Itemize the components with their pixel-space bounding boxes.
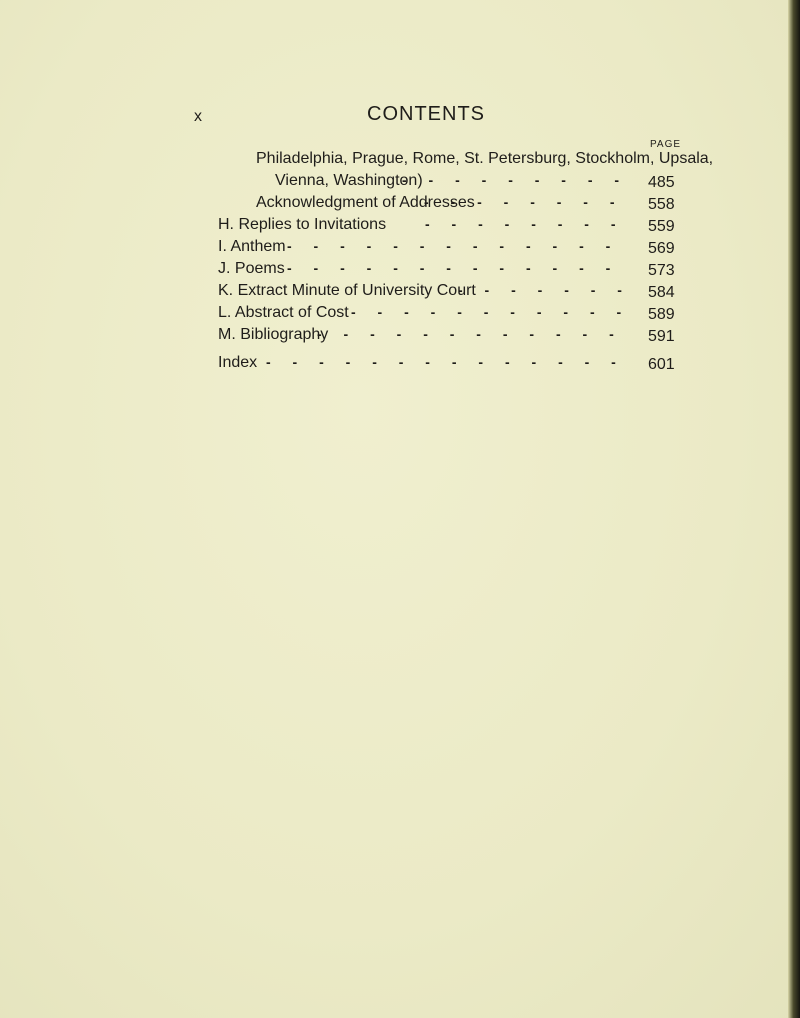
- dot-leader: - - - - - - - -: [424, 194, 624, 210]
- toc-entry: [275, 172, 635, 192]
- toc-entry: [218, 282, 638, 302]
- toc-entry-label: Philadelphia, Prague, Rome, St. Petersburg, Stockholm, Upsala,: [256, 150, 714, 167]
- page-column-label: PAGE: [650, 139, 682, 150]
- toc-entry-label: Vienna, Washington): [275, 172, 423, 189]
- toc-entry-label: Index: [218, 354, 258, 371]
- page-title: CONTENTS: [367, 103, 485, 125]
- toc-entry-page: 559: [648, 218, 675, 235]
- toc-entry-label: H. Replies to Invitations: [218, 216, 387, 233]
- toc-entry: [218, 216, 638, 236]
- dot-leader: - - - - - - - -: [425, 216, 625, 232]
- toc-entry-page: 558: [648, 196, 675, 213]
- dot-leader: - - - - - - - - - - -: [351, 304, 631, 320]
- toc-entry-page: 601: [648, 356, 675, 373]
- toc-entry: [256, 194, 636, 214]
- toc-entry: [218, 238, 638, 258]
- toc-entry-page: 584: [648, 284, 675, 301]
- toc-entry-label: Acknowledgment of Addresses: [256, 194, 475, 211]
- toc-entry-label: J. Poems: [218, 260, 285, 277]
- page-number-roman: x: [194, 108, 202, 125]
- toc-entry-page: 485: [648, 174, 675, 191]
- toc-entry: [218, 326, 638, 346]
- dot-leader: - - - - - - - - - - - - -: [287, 260, 620, 276]
- toc-entry-label: I. Anthem: [218, 238, 286, 255]
- dot-leader: - - - - - - - - - - - -: [317, 326, 623, 342]
- toc-entry-page: 569: [648, 240, 675, 257]
- dot-leader: - - - - - - -: [458, 282, 631, 298]
- toc-entry: [218, 354, 638, 374]
- dot-leader: - - - - - - - - - - - - - -: [266, 354, 625, 370]
- toc-entry-page: 591: [648, 328, 675, 345]
- toc-entry: [218, 304, 638, 324]
- page-header: [0, 103, 800, 129]
- toc-entry-label: K. Extract Minute of University Court: [218, 282, 476, 299]
- toc-entry-page: 573: [648, 262, 675, 279]
- toc-entry-label: L. Abstract of Cost: [218, 304, 349, 321]
- toc-entry-page: 589: [648, 306, 675, 323]
- toc-entry-label: M. Bibliography: [218, 326, 329, 343]
- dot-leader: - - - - - - - - - - - - -: [287, 238, 620, 254]
- page-edge-shadow: [788, 0, 800, 1018]
- dot-leader: - - - - - - - - -: [402, 172, 629, 188]
- toc-entry: [218, 260, 638, 280]
